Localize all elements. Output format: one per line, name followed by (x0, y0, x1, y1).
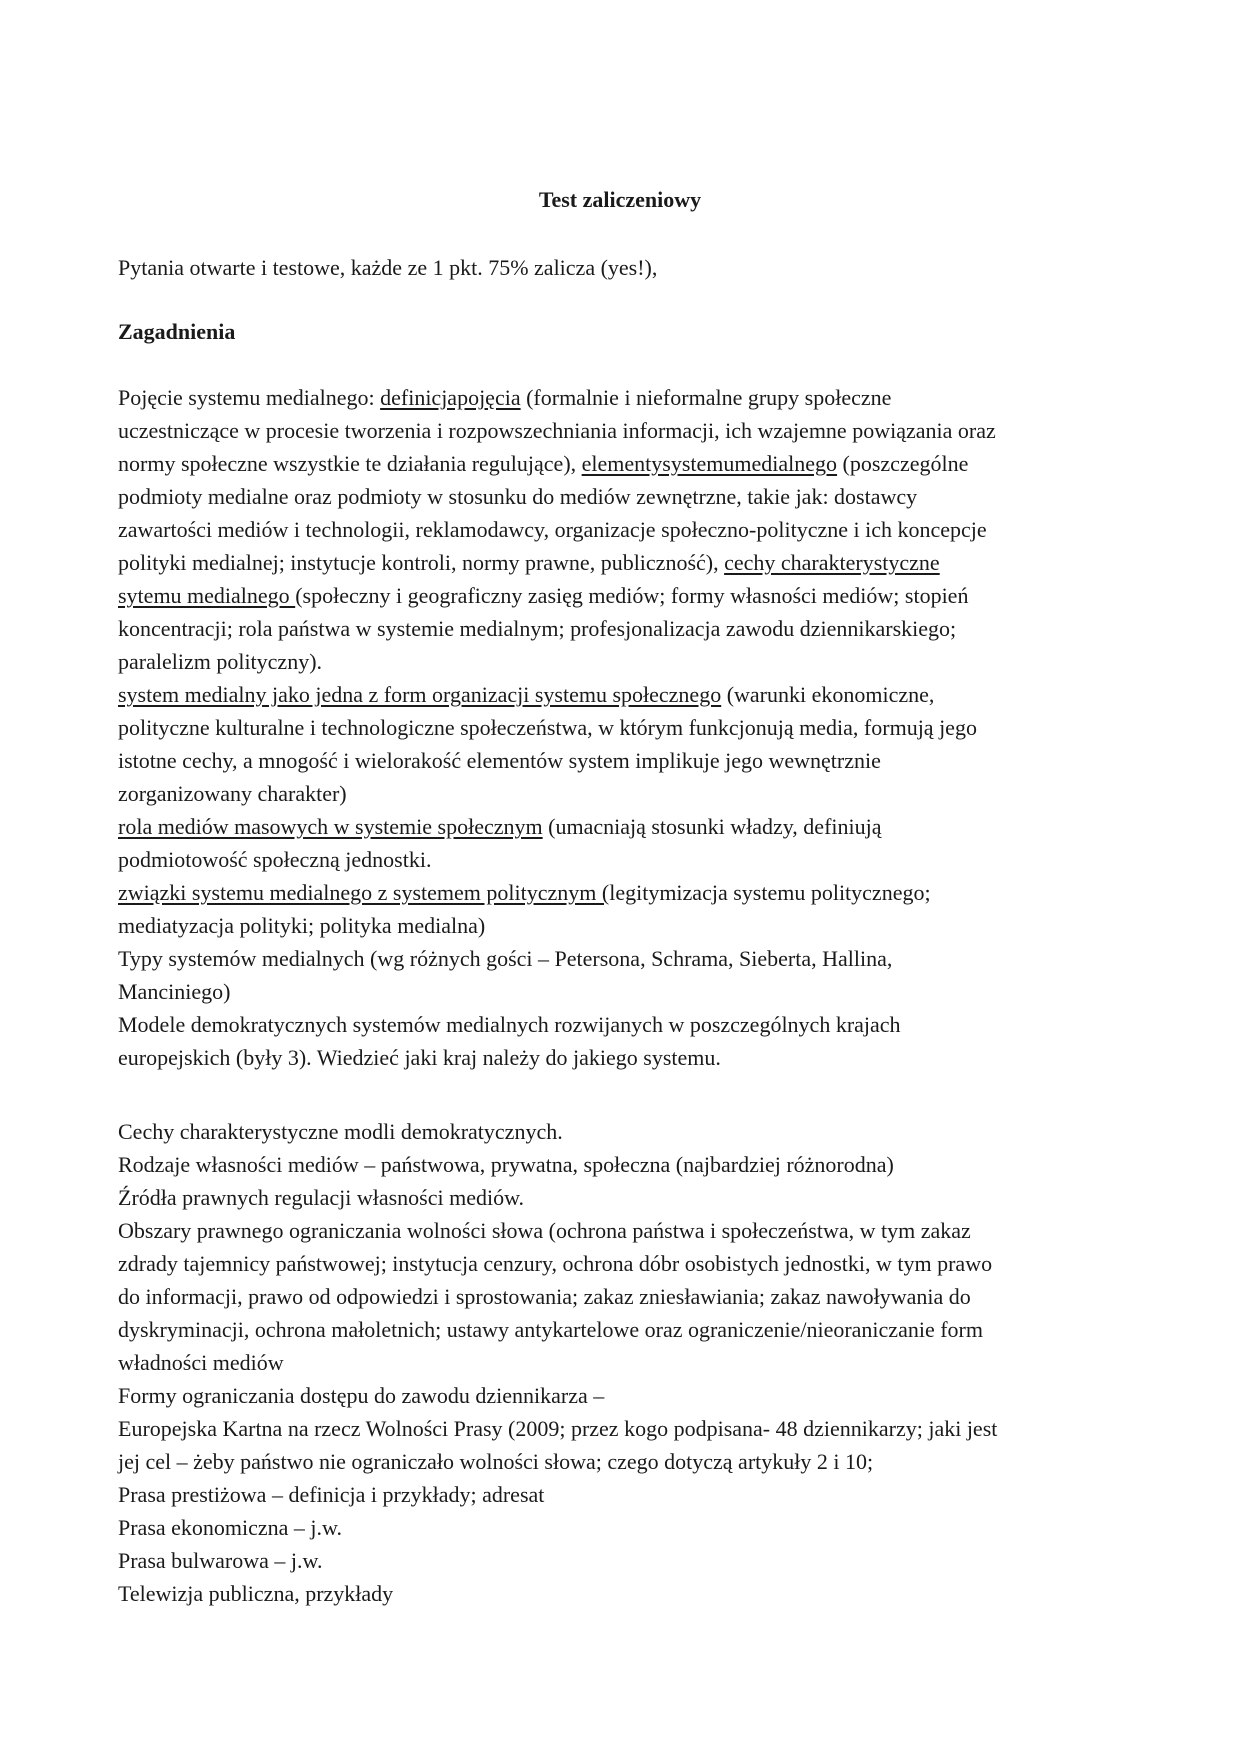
text-line (118, 546, 1128, 579)
topics-block-2 (118, 1115, 1128, 1610)
text-line: do informacji, prawo od odpowiedzi i sprostowania; zakaz zniesławiania; zakaz nawoływania do (118, 1284, 971, 1309)
text-line: Typy systemów medialnych (wg różnych gości – Petersona, Schrama, Sieberta, Hallina, (118, 946, 893, 971)
text-line: Modele demokratycznych systemów medialnych rozwijanych w poszczególnych krajach (118, 1012, 901, 1037)
text-run: (umacniają stosunki władzy, definiują (542, 814, 882, 839)
section-heading: Zagadnienia (118, 319, 236, 344)
text-line (118, 579, 1128, 612)
text-line (118, 447, 1128, 480)
underlined-term: rola mediów masowych w systemie społecznym (118, 814, 543, 839)
text-line: koncentracji; rola państwa w systemie medialnym; profesjonalizacja zawodu dziennikarskiego; (118, 616, 957, 641)
text-line: Europejska Kartna na rzecz Wolności Prasy (2009; przez kogo podpisana- 48 dziennikarzy; jaki jest (118, 1416, 998, 1441)
text-line (118, 678, 1128, 711)
text-line: Obszary prawnego ograniczania wolności słowa (ochrona państwa i społeczeństwa, w tym zakaz (118, 1218, 971, 1243)
underlined-term: sytemu medialnego (118, 583, 296, 608)
text-line: Rodzaje własności mediów – państwowa, prywatna, społeczna (najbardziej różnorodna) (118, 1152, 894, 1177)
text-line: istotne cechy, a mnogość i wielorakość elementów system implikuje jego wewnętrznie (118, 748, 881, 773)
text-line: podmiotowość społeczną jednostki. (118, 847, 432, 872)
text-line (118, 381, 1128, 414)
text-run: Pojęcie systemu medialnego: (118, 385, 381, 410)
text-line: zorganizowany charakter) (118, 781, 347, 806)
underlined-term: definicjapojęcia (380, 385, 521, 410)
text-line: jej cel – żeby państwo nie ograniczało wolności słowa; czego dotyczą artykuły 2 i 10; (118, 1449, 874, 1474)
text-line: europejskich (były 3). Wiedzieć jaki kraj należy do jakiego systemu. (118, 1045, 721, 1070)
topics-block-1 (118, 381, 1128, 1074)
text-line: dyskryminacji, ochrona małoletnich; ustawy antykartelowe oraz ograniczenie/nieoraniczanie form (118, 1317, 983, 1342)
text-run: (poszczególne (837, 451, 969, 476)
text-line: podmioty medialne oraz podmioty w stosunku do mediów zewnętrzne, takie jak: dostawcy (118, 484, 918, 509)
text-line: uczestniczące w procesie tworzenia i rozpowszechniania informacji, ich wzajemne powiązania oraz (118, 418, 996, 443)
underlined-term: związki systemu medialnego z systemem politycznym ( (118, 880, 610, 905)
text-line: Źródła prawnych regulacji własności mediów. (118, 1185, 525, 1210)
underlined-term: cechy charakterystyczne (724, 550, 940, 575)
text-line: paralelizm polityczny). (118, 649, 323, 674)
text-run: (warunki ekonomiczne, (721, 682, 935, 707)
underlined-term: system medialny jako jedna z form organizacji systemu społecznego (118, 682, 722, 707)
underlined-term: elementysystemumedialnego (581, 451, 838, 476)
text-run: normy społeczne wszystkie te działania regulujące), (118, 451, 582, 476)
text-line: Prasa ekonomiczna – j.w. (118, 1515, 343, 1540)
text-run: legitymizacja systemu politycznego; (609, 880, 931, 905)
text-line: Cechy charakterystyczne modli demokratycznych. (118, 1119, 563, 1144)
text-line (118, 876, 1128, 909)
text-line: zdrady tajemnicy państwowej; instytucja cenzury, ochrona dóbr osobistych jednostki, w tym prawo (118, 1251, 993, 1276)
text-line: Formy ograniczania dostępu do zawodu dziennikarza – (118, 1383, 605, 1408)
text-line: Manciniego) (118, 979, 231, 1004)
text-line: mediatyzacja polityki; polityka medialna) (118, 913, 486, 938)
text-run: (formalnie i nieformalne grupy społeczne (520, 385, 892, 410)
text-line: zawartości mediów i technologii, reklamodawcy, organizacje społeczno-polityczne i ich koncepcje (118, 517, 987, 542)
intro-paragraph: Pytania otwarte i testowe, każde ze 1 pkt. 75% zalicza (yes!), (118, 255, 658, 280)
text-line: Prasa prestiżowa – definicja i przykłady; adresat (118, 1482, 545, 1507)
text-line: Prasa bulwarowa – j.w. (118, 1548, 323, 1573)
text-run: (społeczny i geograficzny zasięg mediów; formy własności mediów; stopień (295, 583, 969, 608)
text-line (118, 810, 1128, 843)
document-title: Test zaliczeniowy (538, 187, 702, 212)
text-line: władności mediów (118, 1350, 284, 1375)
text-line: polityczne kulturalne i technologiczne społeczeństwa, w którym funkcjonują media, formują jego (118, 715, 977, 740)
text-line: Telewizja publiczna, przykłady (118, 1581, 394, 1606)
text-run: polityki medialnej; instytucje kontroli, normy prawne, publiczność), (118, 550, 725, 575)
